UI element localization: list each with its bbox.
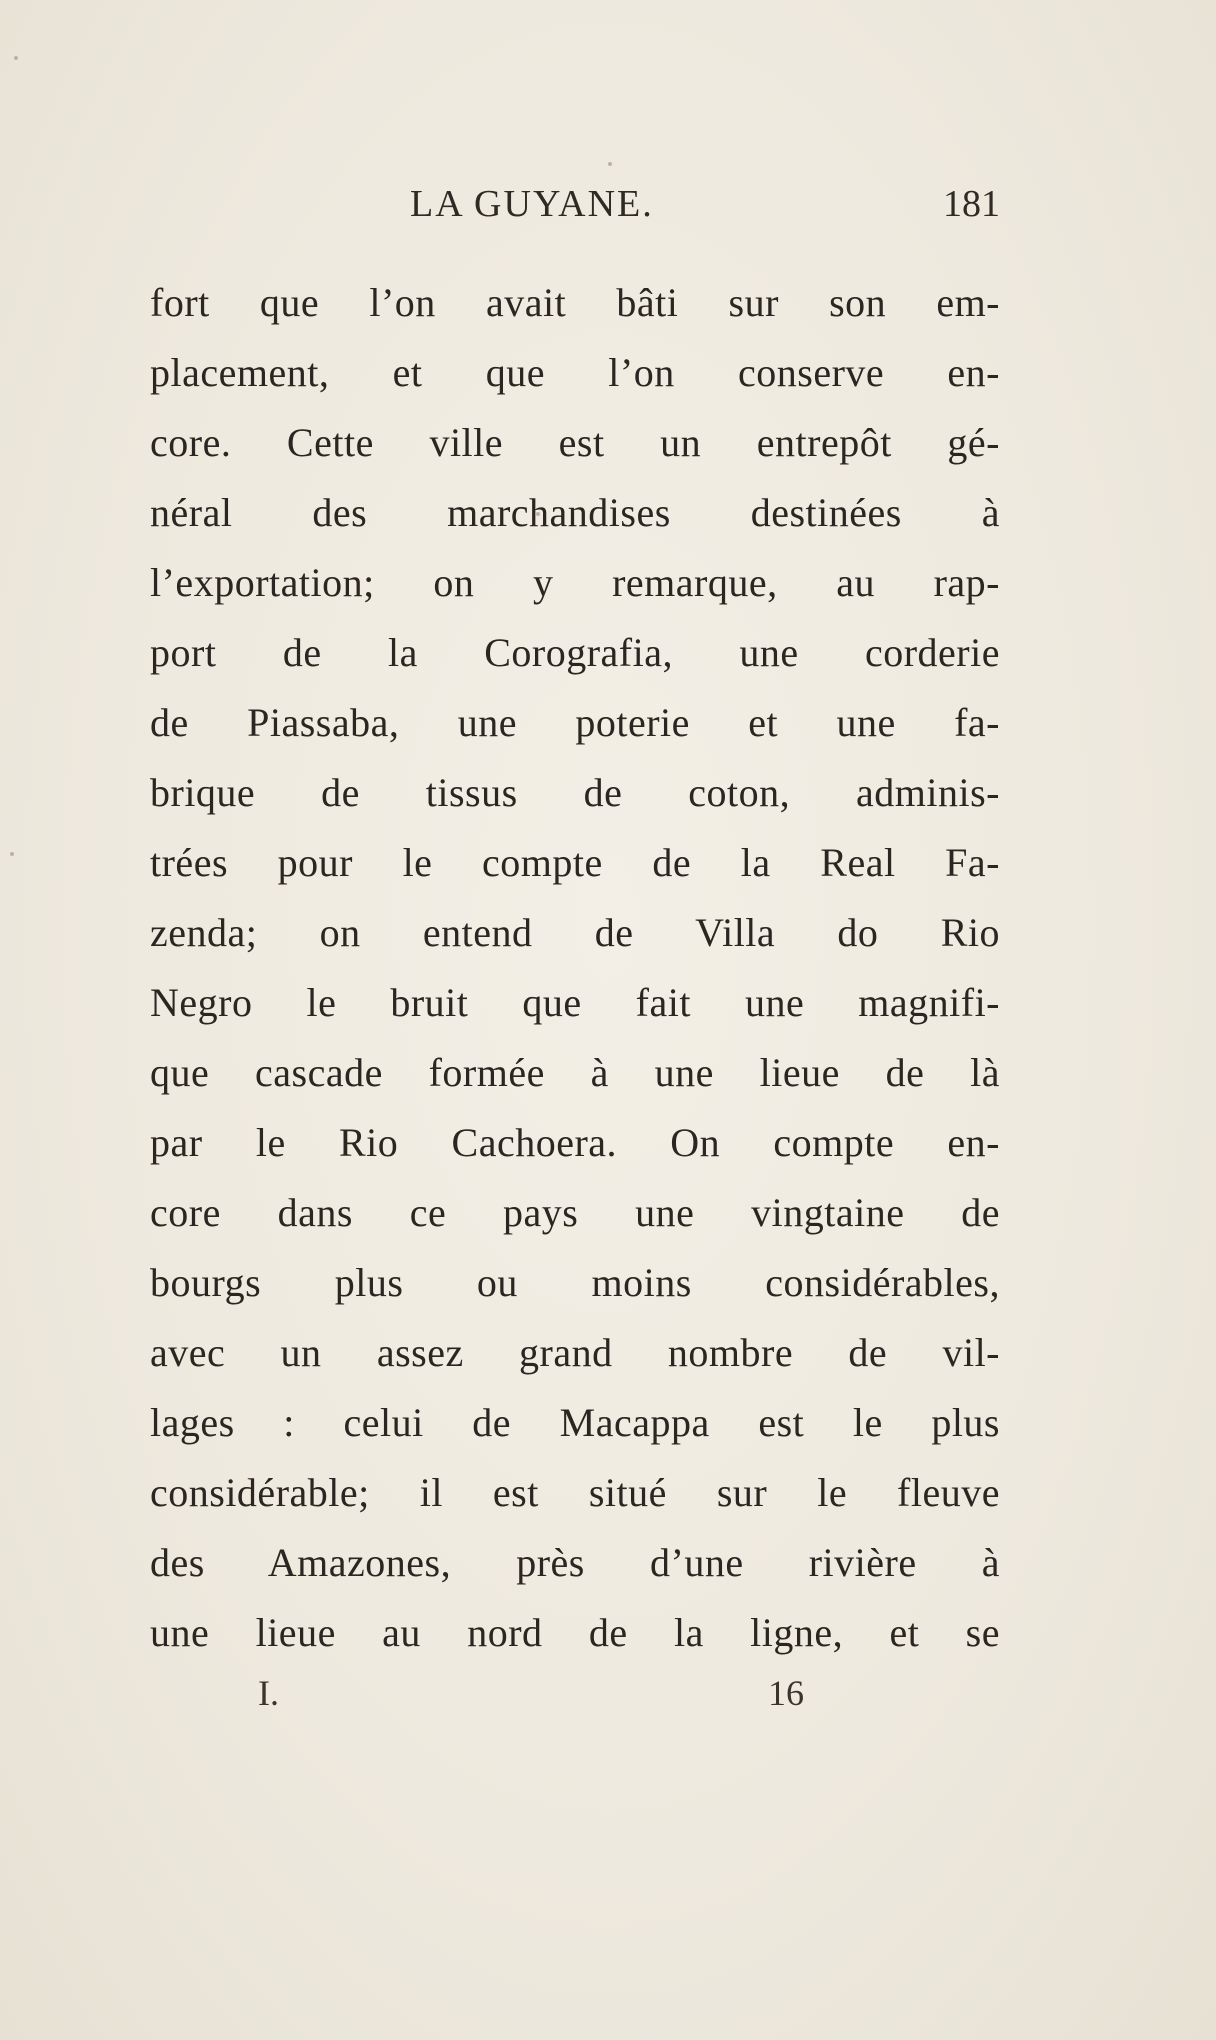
page-number: 181 [943,183,1000,225]
text-line: considérable; il est situé sur le fleuve [150,1470,1000,1515]
page-footer [150,1672,1000,1732]
text-line: des Amazones, près d’une rivière à [150,1540,1000,1585]
text-line: brique de tissus de coton, adminis- [150,770,1000,815]
text-line: bourgs plus ou moins considérables, [150,1260,1000,1305]
text-line: Negro le bruit que fait une magnifi- [150,980,1000,1025]
text-line: néral des marchandises destinées à [150,490,1000,535]
paper-speck [608,162,612,166]
page-header [150,182,1000,242]
text-line: de Piassaba, une poterie et une fa- [150,700,1000,745]
text-line: placement, et que l’on conserve en- [150,350,1000,395]
paper-speck [10,852,14,856]
text-line: par le Rio Cachoera. On compte en- [150,1120,1000,1165]
volume-mark: I. [258,1673,279,1713]
text-line: une lieue au nord de la ligne, et se [150,1610,1000,1655]
text-line: que cascade formée à une lieue de là [150,1050,1000,1095]
paper-speck [14,56,18,60]
running-title: LA GUYANE. [410,183,654,225]
text-line: lages : celui de Macappa est le plus [150,1400,1000,1445]
text-line: zenda; on entend de Villa do Rio [150,910,1000,955]
text-line: fort que l’on avait bâti sur son em- [150,280,1000,325]
text-line: trées pour le compte de la Real Fa- [150,840,1000,885]
body-text [150,268,1000,1668]
text-line: l’exportation; on y remarque, au rap- [150,560,1000,605]
signature-mark: 16 [768,1673,804,1713]
text-line: core dans ce pays une vingtaine de [150,1190,1000,1235]
text-line: port de la Corografia, une corderie [150,630,1000,675]
text-line: avec un assez grand nombre de vil- [150,1330,1000,1375]
text-line: core. Cette ville est un entrepôt gé- [150,420,1000,465]
